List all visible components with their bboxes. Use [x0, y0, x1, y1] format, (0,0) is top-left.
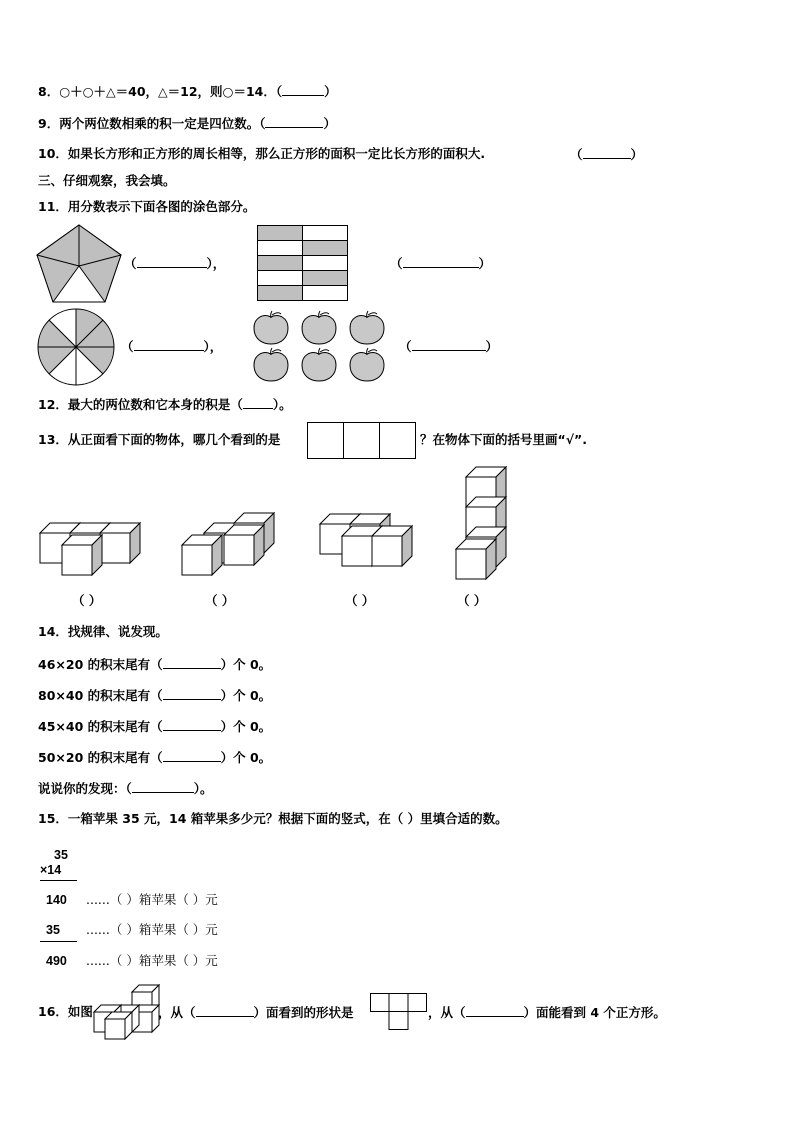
- apple-icon: [350, 311, 384, 344]
- q14-row: [38, 718, 271, 735]
- q8-text: ○＋○＋△＝40，△＝12，则○＝14．（: [59, 84, 283, 99]
- q10-close: ）: [630, 147, 644, 162]
- q15-line-2: [40, 941, 77, 942]
- q9-close: ）: [323, 116, 336, 131]
- q14-discover-close: ）。: [193, 781, 213, 796]
- q14-row-expr: 80×40 的积末尾有（: [38, 688, 163, 703]
- q16-text-b: ，从（: [158, 1005, 196, 1020]
- q14-row: [38, 656, 271, 673]
- q15-row-text: ......（ ）箱苹果（ ）元: [86, 953, 218, 968]
- q11-a-close: ），: [206, 256, 226, 271]
- q13-paren-3[interactable]: （ ）: [345, 593, 375, 608]
- q13-paren-2[interactable]: （ ）: [205, 593, 235, 608]
- q8-number: 8．: [38, 84, 60, 99]
- q11-b-close: ）: [478, 256, 492, 271]
- q14-row-expr: 46×20 的积末尾有（: [38, 657, 163, 672]
- q14-row-tail: ）个 0。: [220, 688, 272, 703]
- q10-open: （: [570, 147, 583, 162]
- three-squares-view: [307, 422, 417, 460]
- question-15: [38, 811, 508, 827]
- grid-rectangle-figure: [257, 225, 348, 301]
- circle-figure: [37, 308, 115, 386]
- q11-c-blank[interactable]: [134, 338, 204, 351]
- q11-c-close: ），: [203, 339, 223, 354]
- q14-row-tail: ）个 0。: [220, 657, 272, 672]
- cube-figure-4: [456, 467, 506, 579]
- apple-icon: [302, 311, 336, 344]
- apple-icon: [254, 348, 288, 381]
- q16-cube-figure: [94, 984, 160, 1040]
- cube-figures: [36, 464, 516, 584]
- question-16-start: [38, 1004, 93, 1020]
- q13-paren-4[interactable]: （ ）: [457, 593, 487, 608]
- q11-d-open: （: [399, 339, 412, 354]
- q16-text-d: ，从（: [428, 1005, 466, 1020]
- q14-row-blank[interactable]: [163, 718, 221, 731]
- q12-close: ）。: [272, 397, 292, 412]
- q14-number: 14．: [38, 624, 68, 639]
- question-16-mid: [158, 1004, 354, 1021]
- q13-text-2: ？在物体下面的括号里画“√”.: [420, 432, 588, 447]
- q11-answer-c: [121, 338, 222, 355]
- q15-partial-2: 35: [46, 923, 60, 937]
- q13-text: 从正面看下面的物体，哪几个看到的是: [67, 432, 281, 447]
- q14-row-blank[interactable]: [163, 749, 221, 762]
- q16-text-a: 如图: [67, 1004, 93, 1019]
- question-10: [38, 146, 485, 162]
- q11-number: 11．: [38, 199, 68, 214]
- q10-number: 10．: [38, 146, 68, 161]
- q11-answer-b: [390, 255, 491, 272]
- q14-row-expr: 45×40 的积末尾有（: [38, 719, 163, 734]
- q11-d-blank[interactable]: [412, 338, 486, 351]
- cube-figure-2: [182, 513, 274, 575]
- cube-figure-1: [40, 523, 140, 575]
- question-8: [38, 83, 337, 100]
- q16-text-c: ）面看到的形状是: [253, 1005, 354, 1020]
- q11-d-close: ）: [485, 339, 499, 354]
- q14-row-tail: ）个 0。: [220, 750, 272, 765]
- q11-answer-a: [124, 255, 225, 272]
- q9-blank[interactable]: [265, 115, 323, 128]
- q8-blank[interactable]: [282, 83, 324, 96]
- q11-c-open: （: [121, 339, 134, 354]
- q16-number: 16．: [38, 1004, 68, 1019]
- q10-blank[interactable]: [583, 146, 631, 159]
- q13-paren-1[interactable]: （ ）: [72, 593, 102, 608]
- q14-row: [38, 687, 271, 704]
- q14-discover-label: 说说你的发现：（: [38, 781, 132, 796]
- q15-multiplicand: 35: [54, 848, 68, 862]
- section-3-heading: 三、仔细观察，我会填。: [38, 173, 176, 188]
- q9-number: 9．: [38, 116, 60, 131]
- q16-text-e: ）面能看到 4 个正方形。: [523, 1005, 666, 1020]
- q14-row-expr: 50×20 的积末尾有（: [38, 750, 163, 765]
- question-12: [38, 396, 292, 413]
- apple-icon: [350, 348, 384, 381]
- q11-a-blank[interactable]: [137, 255, 207, 268]
- q14-row: [38, 749, 271, 766]
- q11-b-open: （: [390, 256, 403, 271]
- q15-text: 一箱苹果 35 元，14 箱苹果多少元？根据下面的竖式，在（ ）里填合适的数。: [67, 811, 508, 826]
- q14-discover-blank[interactable]: [132, 780, 194, 793]
- q10-answer: [570, 146, 643, 163]
- q11-text: 用分数表示下面各图的涂色部分。: [67, 199, 256, 214]
- q14-row-blank[interactable]: [163, 687, 221, 700]
- q13-number: 13．: [38, 432, 68, 447]
- q14-row-blank[interactable]: [163, 656, 221, 669]
- q14-text: 找规律、说发现。: [67, 624, 168, 639]
- q15-row-text: ......（ ）箱苹果（ ）元: [86, 892, 218, 907]
- q8-close: ）: [324, 84, 337, 99]
- pentagon-figure: [36, 224, 122, 304]
- q14-discover: [38, 780, 213, 797]
- q15-partial-1: 140: [46, 893, 67, 907]
- question-14: [38, 624, 168, 640]
- q12-blank[interactable]: [243, 396, 273, 409]
- q15-row-text: ......（ ）箱苹果（ ）元: [86, 922, 218, 937]
- question-13: [38, 432, 280, 448]
- question-11: [38, 199, 255, 215]
- q9-text: 两个两位数相乘的积一定是四位数。（: [59, 116, 266, 131]
- cube-figure-3: [320, 514, 412, 566]
- q11-answer-d: [399, 338, 498, 355]
- q12-text: 最大的两位数和它本身的积是（: [67, 397, 243, 412]
- question-9: [38, 115, 336, 132]
- question-16-end: [428, 1004, 666, 1021]
- q15-multiplier: ×14: [40, 863, 62, 877]
- q15-number: 15．: [38, 811, 68, 826]
- q15-line-1: [40, 880, 77, 881]
- apple-icon: [302, 348, 336, 381]
- q11-b-blank[interactable]: [403, 255, 479, 268]
- apples-figure: [253, 310, 389, 382]
- q14-row-tail: ）个 0。: [220, 719, 272, 734]
- q10-text: 如果长方形和正方形的周长相等，那么正方形的面积一定比长方形的面积大.: [67, 146, 486, 161]
- q16-blank-2[interactable]: [466, 1004, 524, 1017]
- apple-icon: [254, 311, 288, 344]
- q12-number: 12．: [38, 397, 68, 412]
- q16-shape-view: [370, 993, 428, 1031]
- q16-blank-1[interactable]: [196, 1004, 254, 1017]
- q15-result: 490: [46, 954, 67, 968]
- q11-a-open: （: [124, 256, 137, 271]
